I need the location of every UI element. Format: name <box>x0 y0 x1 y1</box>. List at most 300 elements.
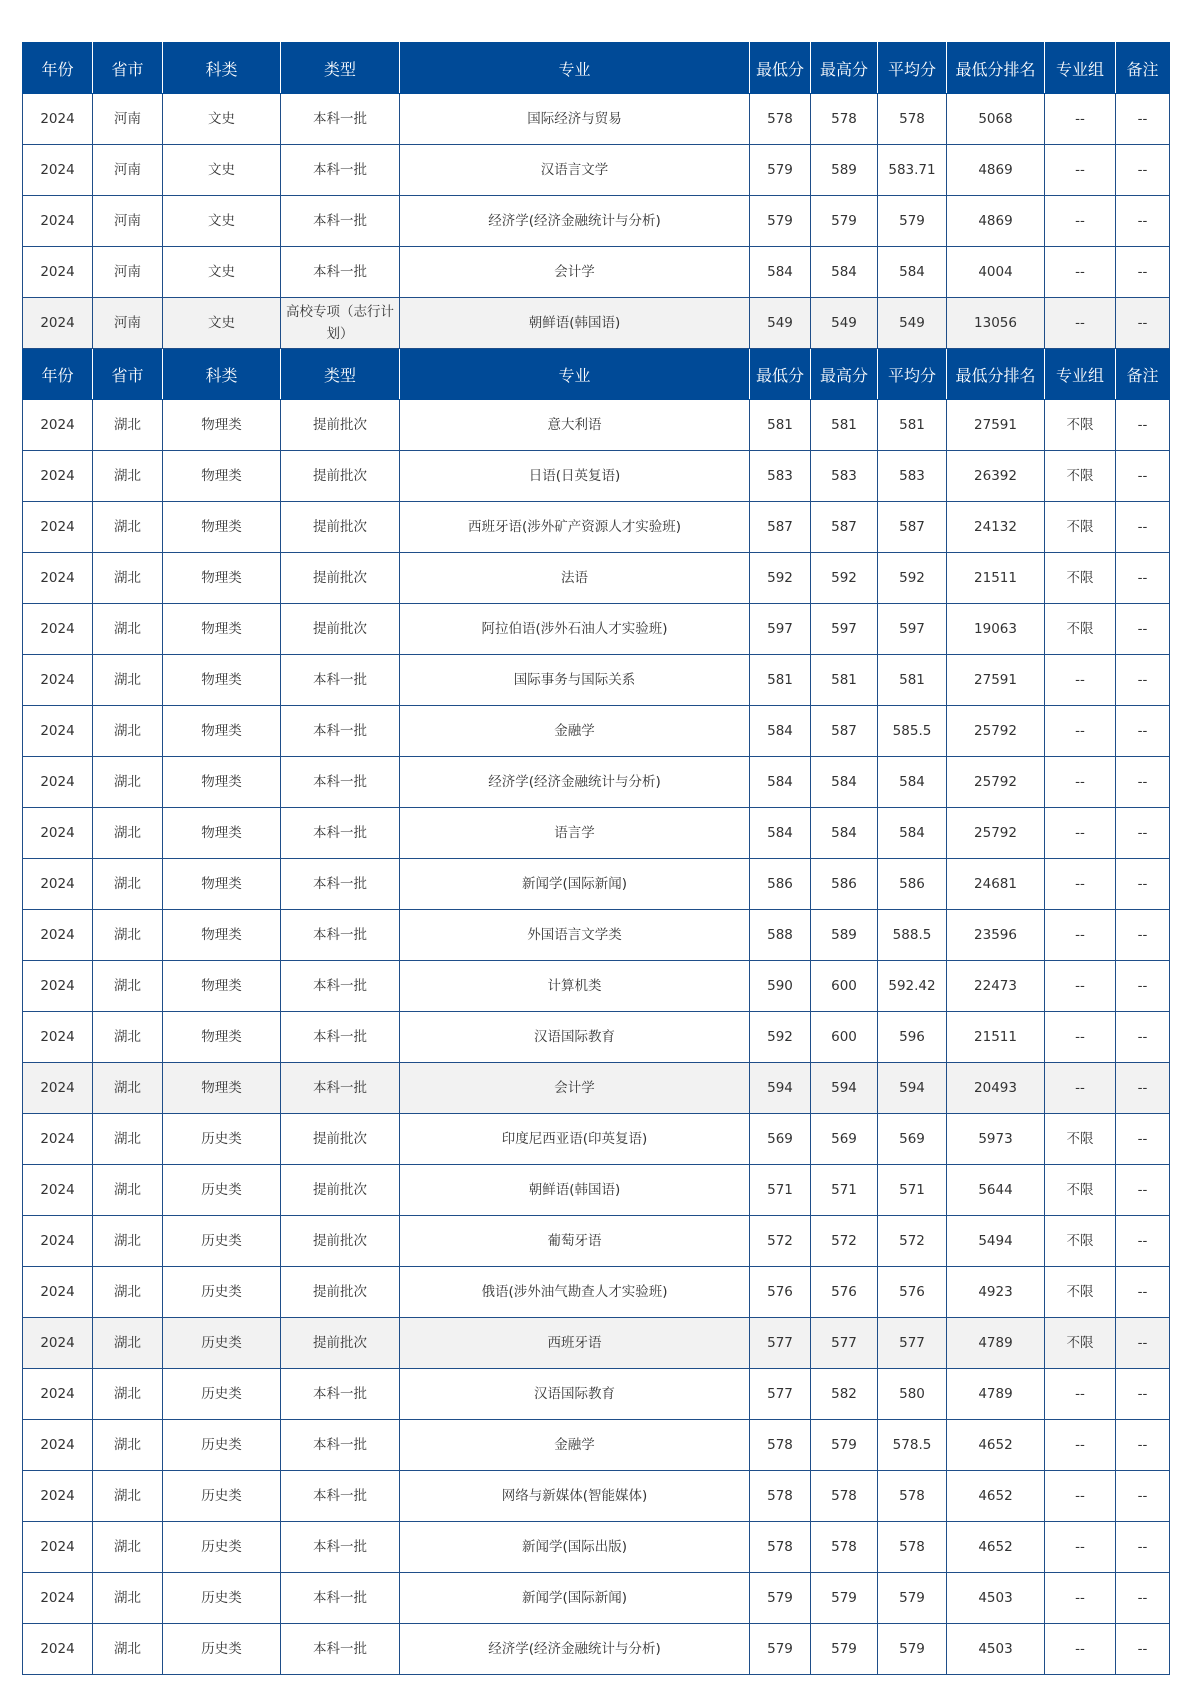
cell-year: 2024 <box>23 1318 93 1369</box>
cell-min-rank: 20493 <box>947 1063 1045 1114</box>
cell-province: 河南 <box>93 145 163 196</box>
cell-type: 本科一批 <box>281 859 400 910</box>
cell-max-score: 600 <box>811 1012 878 1063</box>
cell-subject: 物理类 <box>163 706 281 757</box>
cell-min-score: 569 <box>750 1114 811 1165</box>
cell-subject: 物理类 <box>163 910 281 961</box>
cell-year: 2024 <box>23 1369 93 1420</box>
cell-min-score: 584 <box>750 757 811 808</box>
cell-min-rank: 25792 <box>947 706 1045 757</box>
cell-type: 本科一批 <box>281 196 400 247</box>
cell-avg-score: 581 <box>878 400 947 451</box>
cell-min-rank: 24132 <box>947 502 1045 553</box>
cell-min-score: 579 <box>750 196 811 247</box>
cell-year: 2024 <box>23 1216 93 1267</box>
cell-min-score: 579 <box>750 1624 811 1675</box>
cell-major-group: -- <box>1045 808 1116 859</box>
cell-avg-score: 594 <box>878 1063 947 1114</box>
cell-major-group: -- <box>1045 757 1116 808</box>
cell-type: 本科一批 <box>281 1420 400 1471</box>
cell-note: -- <box>1116 604 1170 655</box>
cell-min-score: 577 <box>750 1369 811 1420</box>
header-year: 年份 <box>23 43 93 94</box>
cell-year: 2024 <box>23 1471 93 1522</box>
cell-subject: 历史类 <box>163 1624 281 1675</box>
cell-province: 湖北 <box>93 1573 163 1624</box>
cell-major: 西班牙语(涉外矿产资源人才实验班) <box>400 502 750 553</box>
cell-avg-score: 576 <box>878 1267 947 1318</box>
header-subject: 科类 <box>163 349 281 400</box>
cell-note: -- <box>1116 145 1170 196</box>
cell-min-score: 592 <box>750 1012 811 1063</box>
cell-min-rank: 23596 <box>947 910 1045 961</box>
cell-min-rank: 4789 <box>947 1369 1045 1420</box>
cell-major-group: 不限 <box>1045 604 1116 655</box>
cell-major: 新闻学(国际出版) <box>400 1522 750 1573</box>
cell-min-rank: 22473 <box>947 961 1045 1012</box>
table-row <box>23 1063 1170 1114</box>
cell-province: 河南 <box>93 247 163 298</box>
cell-note: -- <box>1116 1522 1170 1573</box>
cell-major-group: -- <box>1045 1471 1116 1522</box>
cell-min-rank: 4503 <box>947 1624 1045 1675</box>
header-row <box>23 43 1170 94</box>
cell-min-rank: 4652 <box>947 1471 1045 1522</box>
cell-province: 湖北 <box>93 1165 163 1216</box>
cell-max-score: 600 <box>811 961 878 1012</box>
cell-min-score: 581 <box>750 400 811 451</box>
cell-province: 湖北 <box>93 1318 163 1369</box>
cell-major-group: -- <box>1045 145 1116 196</box>
cell-major-group: -- <box>1045 1420 1116 1471</box>
cell-type: 提前批次 <box>281 604 400 655</box>
cell-subject: 文史 <box>163 94 281 145</box>
header-max-score: 最高分 <box>811 349 878 400</box>
cell-max-score: 577 <box>811 1318 878 1369</box>
header-max-score: 最高分 <box>811 43 878 94</box>
cell-max-score: 578 <box>811 1522 878 1573</box>
cell-avg-score: 578 <box>878 94 947 145</box>
table-body <box>23 43 1170 1675</box>
cell-year: 2024 <box>23 1267 93 1318</box>
cell-type: 本科一批 <box>281 1369 400 1420</box>
table-row <box>23 910 1170 961</box>
cell-major-group: 不限 <box>1045 1165 1116 1216</box>
cell-major-group: -- <box>1045 247 1116 298</box>
cell-avg-score: 597 <box>878 604 947 655</box>
cell-subject: 历史类 <box>163 1522 281 1573</box>
cell-min-score: 594 <box>750 1063 811 1114</box>
cell-subject: 物理类 <box>163 655 281 706</box>
cell-max-score: 587 <box>811 706 878 757</box>
cell-min-rank: 26392 <box>947 451 1045 502</box>
cell-min-score: 577 <box>750 1318 811 1369</box>
header-type: 类型 <box>281 349 400 400</box>
header-major: 专业 <box>400 43 750 94</box>
cell-subject: 物理类 <box>163 451 281 502</box>
cell-avg-score: 579 <box>878 1573 947 1624</box>
table-row <box>23 1267 1170 1318</box>
cell-year: 2024 <box>23 1522 93 1573</box>
cell-avg-score: 584 <box>878 247 947 298</box>
cell-major: 汉语国际教育 <box>400 1369 750 1420</box>
cell-note: -- <box>1116 1624 1170 1675</box>
cell-major-group: 不限 <box>1045 1114 1116 1165</box>
cell-type: 提前批次 <box>281 1318 400 1369</box>
cell-major: 外国语言文学类 <box>400 910 750 961</box>
cell-subject: 历史类 <box>163 1216 281 1267</box>
cell-subject: 物理类 <box>163 604 281 655</box>
cell-avg-score: 588.5 <box>878 910 947 961</box>
cell-year: 2024 <box>23 1114 93 1165</box>
cell-major: 俄语(涉外油气勘查人才实验班) <box>400 1267 750 1318</box>
cell-min-score: 572 <box>750 1216 811 1267</box>
header-min-score: 最低分 <box>750 43 811 94</box>
cell-province: 河南 <box>93 94 163 145</box>
cell-note: -- <box>1116 1165 1170 1216</box>
cell-avg-score: 592.42 <box>878 961 947 1012</box>
cell-major-group: -- <box>1045 910 1116 961</box>
cell-min-score: 576 <box>750 1267 811 1318</box>
cell-note: -- <box>1116 1471 1170 1522</box>
cell-subject: 历史类 <box>163 1369 281 1420</box>
cell-avg-score: 569 <box>878 1114 947 1165</box>
cell-year: 2024 <box>23 1165 93 1216</box>
cell-max-score: 587 <box>811 502 878 553</box>
cell-type: 提前批次 <box>281 451 400 502</box>
cell-avg-score: 581 <box>878 655 947 706</box>
header-min-rank: 最低分排名 <box>947 43 1045 94</box>
cell-note: -- <box>1116 502 1170 553</box>
cell-major: 网络与新媒体(智能媒体) <box>400 1471 750 1522</box>
cell-subject: 物理类 <box>163 757 281 808</box>
cell-note: -- <box>1116 1267 1170 1318</box>
cell-subject: 历史类 <box>163 1573 281 1624</box>
cell-year: 2024 <box>23 655 93 706</box>
cell-major-group: -- <box>1045 94 1116 145</box>
cell-type: 本科一批 <box>281 1624 400 1675</box>
cell-min-rank: 25792 <box>947 808 1045 859</box>
cell-type: 本科一批 <box>281 247 400 298</box>
header-major-group: 专业组 <box>1045 43 1116 94</box>
table-row <box>23 604 1170 655</box>
cell-avg-score: 592 <box>878 553 947 604</box>
cell-province: 湖北 <box>93 1216 163 1267</box>
table-row <box>23 1216 1170 1267</box>
cell-type: 提前批次 <box>281 1114 400 1165</box>
cell-province: 湖北 <box>93 1267 163 1318</box>
header-type: 类型 <box>281 43 400 94</box>
cell-subject: 物理类 <box>163 1012 281 1063</box>
cell-province: 湖北 <box>93 757 163 808</box>
cell-min-score: 587 <box>750 502 811 553</box>
cell-min-rank: 4789 <box>947 1318 1045 1369</box>
cell-province: 湖北 <box>93 808 163 859</box>
cell-year: 2024 <box>23 94 93 145</box>
cell-min-score: 586 <box>750 859 811 910</box>
cell-major: 汉语国际教育 <box>400 1012 750 1063</box>
cell-avg-score: 578 <box>878 1471 947 1522</box>
cell-subject: 文史 <box>163 196 281 247</box>
cell-province: 湖北 <box>93 1471 163 1522</box>
cell-min-score: 579 <box>750 1573 811 1624</box>
cell-province: 湖北 <box>93 400 163 451</box>
table-row <box>23 94 1170 145</box>
table-row <box>23 1165 1170 1216</box>
cell-note: -- <box>1116 94 1170 145</box>
table-row <box>23 145 1170 196</box>
table-row <box>23 1573 1170 1624</box>
cell-max-score: 584 <box>811 808 878 859</box>
cell-major: 新闻学(国际新闻) <box>400 859 750 910</box>
cell-max-score: 578 <box>811 94 878 145</box>
cell-province: 湖北 <box>93 1063 163 1114</box>
cell-year: 2024 <box>23 451 93 502</box>
cell-province: 湖北 <box>93 910 163 961</box>
header-min-score: 最低分 <box>750 349 811 400</box>
cell-max-score: 549 <box>811 298 878 349</box>
cell-max-score: 594 <box>811 1063 878 1114</box>
cell-year: 2024 <box>23 706 93 757</box>
cell-min-score: 579 <box>750 145 811 196</box>
cell-avg-score: 584 <box>878 808 947 859</box>
cell-max-score: 583 <box>811 451 878 502</box>
cell-year: 2024 <box>23 298 93 349</box>
cell-max-score: 582 <box>811 1369 878 1420</box>
cell-type: 提前批次 <box>281 1267 400 1318</box>
cell-min-score: 578 <box>750 1471 811 1522</box>
cell-year: 2024 <box>23 961 93 1012</box>
cell-max-score: 579 <box>811 1624 878 1675</box>
cell-major-group: -- <box>1045 1369 1116 1420</box>
cell-note: -- <box>1116 1114 1170 1165</box>
cell-province: 湖北 <box>93 706 163 757</box>
cell-major-group: -- <box>1045 298 1116 349</box>
cell-min-rank: 27591 <box>947 655 1045 706</box>
cell-subject: 历史类 <box>163 1165 281 1216</box>
cell-major-group: 不限 <box>1045 502 1116 553</box>
cell-min-rank: 4652 <box>947 1420 1045 1471</box>
cell-min-rank: 5644 <box>947 1165 1045 1216</box>
cell-year: 2024 <box>23 553 93 604</box>
cell-type: 本科一批 <box>281 808 400 859</box>
cell-major: 法语 <box>400 553 750 604</box>
cell-province: 湖北 <box>93 1369 163 1420</box>
cell-type: 本科一批 <box>281 1012 400 1063</box>
header-major-group: 专业组 <box>1045 349 1116 400</box>
cell-type: 本科一批 <box>281 145 400 196</box>
cell-major: 印度尼西亚语(印英复语) <box>400 1114 750 1165</box>
cell-note: -- <box>1116 298 1170 349</box>
admission-scores-table <box>22 42 1170 1675</box>
cell-subject: 物理类 <box>163 961 281 1012</box>
cell-max-score: 579 <box>811 1420 878 1471</box>
cell-min-score: 578 <box>750 94 811 145</box>
cell-min-rank: 4652 <box>947 1522 1045 1573</box>
cell-province: 湖北 <box>93 502 163 553</box>
table-row <box>23 247 1170 298</box>
cell-subject: 历史类 <box>163 1114 281 1165</box>
cell-min-rank: 4869 <box>947 196 1045 247</box>
cell-year: 2024 <box>23 1420 93 1471</box>
cell-avg-score: 586 <box>878 859 947 910</box>
cell-type: 本科一批 <box>281 1471 400 1522</box>
table-row <box>23 1624 1170 1675</box>
table-row <box>23 451 1170 502</box>
cell-avg-score: 580 <box>878 1369 947 1420</box>
cell-major: 朝鲜语(韩国语) <box>400 1165 750 1216</box>
cell-max-score: 578 <box>811 1471 878 1522</box>
cell-major-group: -- <box>1045 655 1116 706</box>
cell-subject: 文史 <box>163 298 281 349</box>
cell-min-rank: 4869 <box>947 145 1045 196</box>
cell-year: 2024 <box>23 145 93 196</box>
cell-year: 2024 <box>23 604 93 655</box>
cell-note: -- <box>1116 1420 1170 1471</box>
cell-min-score: 584 <box>750 808 811 859</box>
cell-major: 语言学 <box>400 808 750 859</box>
table-row <box>23 196 1170 247</box>
cell-min-score: 549 <box>750 298 811 349</box>
cell-subject: 物理类 <box>163 1063 281 1114</box>
cell-major: 新闻学(国际新闻) <box>400 1573 750 1624</box>
table-row <box>23 502 1170 553</box>
cell-province: 湖北 <box>93 1624 163 1675</box>
cell-type: 本科一批 <box>281 910 400 961</box>
cell-major-group: -- <box>1045 196 1116 247</box>
cell-major: 日语(日英复语) <box>400 451 750 502</box>
cell-major-group: -- <box>1045 706 1116 757</box>
cell-major: 计算机类 <box>400 961 750 1012</box>
cell-max-score: 571 <box>811 1165 878 1216</box>
cell-avg-score: 579 <box>878 1624 947 1675</box>
cell-province: 河南 <box>93 196 163 247</box>
cell-max-score: 579 <box>811 196 878 247</box>
table-row <box>23 1522 1170 1573</box>
cell-subject: 文史 <box>163 247 281 298</box>
cell-province: 河南 <box>93 298 163 349</box>
header-avg-score: 平均分 <box>878 43 947 94</box>
cell-type: 提前批次 <box>281 1165 400 1216</box>
cell-province: 湖北 <box>93 1522 163 1573</box>
cell-subject: 历史类 <box>163 1267 281 1318</box>
cell-type: 本科一批 <box>281 94 400 145</box>
cell-major-group: 不限 <box>1045 1267 1116 1318</box>
cell-max-score: 569 <box>811 1114 878 1165</box>
cell-subject: 历史类 <box>163 1318 281 1369</box>
header-province: 省市 <box>93 43 163 94</box>
cell-note: -- <box>1116 553 1170 604</box>
table-row <box>23 553 1170 604</box>
table-row <box>23 400 1170 451</box>
cell-year: 2024 <box>23 1012 93 1063</box>
cell-type: 本科一批 <box>281 655 400 706</box>
cell-max-score: 572 <box>811 1216 878 1267</box>
cell-min-score: 592 <box>750 553 811 604</box>
cell-major: 朝鲜语(韩国语) <box>400 298 750 349</box>
cell-avg-score: 583.71 <box>878 145 947 196</box>
cell-min-rank: 4004 <box>947 247 1045 298</box>
table-row <box>23 859 1170 910</box>
cell-note: -- <box>1116 1369 1170 1420</box>
cell-subject: 文史 <box>163 145 281 196</box>
cell-major-group: 不限 <box>1045 553 1116 604</box>
cell-max-score: 584 <box>811 757 878 808</box>
header-note: 备注 <box>1116 43 1170 94</box>
cell-major: 金融学 <box>400 1420 750 1471</box>
cell-year: 2024 <box>23 400 93 451</box>
cell-max-score: 579 <box>811 1573 878 1624</box>
cell-year: 2024 <box>23 910 93 961</box>
cell-avg-score: 585.5 <box>878 706 947 757</box>
cell-min-rank: 5494 <box>947 1216 1045 1267</box>
table-row <box>23 1114 1170 1165</box>
cell-min-score: 597 <box>750 604 811 655</box>
cell-province: 湖北 <box>93 451 163 502</box>
table-row <box>23 298 1170 349</box>
cell-province: 湖北 <box>93 859 163 910</box>
cell-year: 2024 <box>23 859 93 910</box>
cell-major-group: -- <box>1045 859 1116 910</box>
cell-type: 提前批次 <box>281 400 400 451</box>
cell-major-group: -- <box>1045 961 1116 1012</box>
cell-avg-score: 572 <box>878 1216 947 1267</box>
cell-type: 提前批次 <box>281 1216 400 1267</box>
cell-max-score: 586 <box>811 859 878 910</box>
cell-subject: 物理类 <box>163 400 281 451</box>
cell-min-rank: 27591 <box>947 400 1045 451</box>
cell-min-score: 578 <box>750 1522 811 1573</box>
header-min-rank: 最低分排名 <box>947 349 1045 400</box>
cell-subject: 物理类 <box>163 808 281 859</box>
table-row <box>23 706 1170 757</box>
cell-province: 湖北 <box>93 1114 163 1165</box>
cell-note: -- <box>1116 1318 1170 1369</box>
header-avg-score: 平均分 <box>878 349 947 400</box>
cell-min-score: 583 <box>750 451 811 502</box>
cell-major: 阿拉伯语(涉外石油人才实验班) <box>400 604 750 655</box>
table-row <box>23 655 1170 706</box>
cell-avg-score: 596 <box>878 1012 947 1063</box>
cell-subject: 历史类 <box>163 1471 281 1522</box>
cell-note: -- <box>1116 961 1170 1012</box>
cell-major: 经济学(经济金融统计与分析) <box>400 196 750 247</box>
cell-note: -- <box>1116 706 1170 757</box>
cell-subject: 物理类 <box>163 859 281 910</box>
cell-type: 本科一批 <box>281 1063 400 1114</box>
cell-note: -- <box>1116 655 1170 706</box>
cell-year: 2024 <box>23 757 93 808</box>
header-year: 年份 <box>23 349 93 400</box>
cell-note: -- <box>1116 757 1170 808</box>
cell-subject: 物理类 <box>163 502 281 553</box>
cell-min-score: 581 <box>750 655 811 706</box>
cell-max-score: 589 <box>811 910 878 961</box>
admission-scores-table-container <box>22 42 1170 1675</box>
cell-min-rank: 5973 <box>947 1114 1045 1165</box>
cell-avg-score: 571 <box>878 1165 947 1216</box>
table-row <box>23 1420 1170 1471</box>
cell-min-score: 590 <box>750 961 811 1012</box>
cell-type: 高校专项（志行计划） <box>281 298 400 349</box>
cell-major: 会计学 <box>400 247 750 298</box>
cell-major: 金融学 <box>400 706 750 757</box>
cell-year: 2024 <box>23 247 93 298</box>
cell-note: -- <box>1116 451 1170 502</box>
header-note: 备注 <box>1116 349 1170 400</box>
cell-major: 经济学(经济金融统计与分析) <box>400 1624 750 1675</box>
cell-min-rank: 24681 <box>947 859 1045 910</box>
